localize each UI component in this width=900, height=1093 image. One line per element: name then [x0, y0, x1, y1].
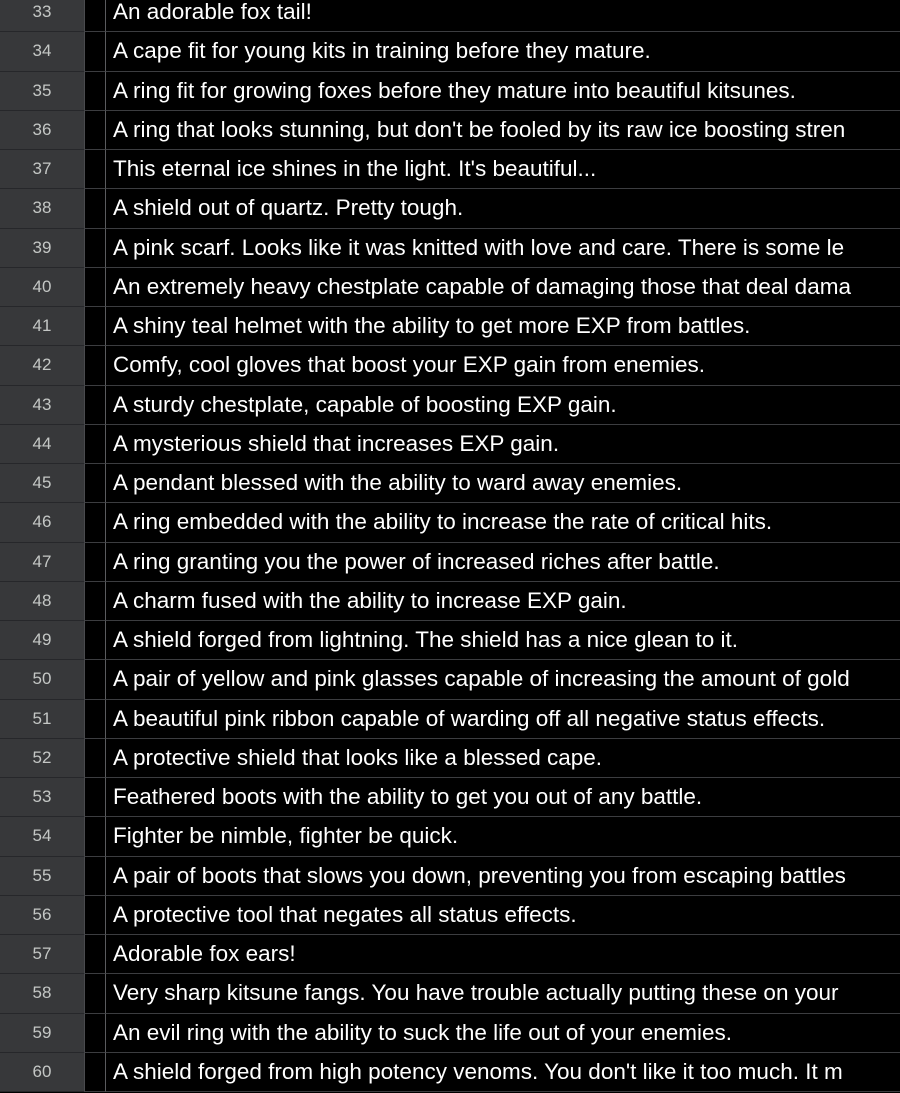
cell-column-a[interactable] — [84, 621, 106, 660]
cell-column-a[interactable] — [84, 346, 106, 385]
table-row — [0, 386, 900, 425]
cell-column-a[interactable] — [84, 660, 106, 699]
row-number-header[interactable]: 34 — [0, 32, 84, 71]
cell-column-a[interactable] — [84, 386, 106, 425]
table-row — [0, 464, 900, 503]
table-row — [0, 1014, 900, 1053]
row-number-header[interactable]: 47 — [0, 543, 84, 582]
cell-column-a[interactable] — [84, 32, 106, 71]
row-number-header[interactable]: 37 — [0, 150, 84, 189]
cell-column-a[interactable] — [84, 0, 106, 32]
cell-column-a[interactable] — [84, 543, 106, 582]
row-number-header[interactable]: 59 — [0, 1014, 84, 1053]
cell-description[interactable]: A cape fit for young kits in training before they mature. — [106, 32, 900, 71]
cell-column-a[interactable] — [84, 582, 106, 621]
row-number-header[interactable]: 48 — [0, 582, 84, 621]
cell-description[interactable]: A shiny teal helmet with the ability to get more EXP from battles. — [106, 307, 900, 346]
cell-description[interactable]: A ring that looks stunning, but don't be fooled by its raw ice boosting stren — [106, 111, 900, 150]
table-row — [0, 621, 900, 660]
row-number-header[interactable]: 57 — [0, 935, 84, 974]
table-row — [0, 700, 900, 739]
row-number-header[interactable]: 53 — [0, 778, 84, 817]
table-row — [0, 150, 900, 189]
table-row — [0, 189, 900, 228]
table-row — [0, 346, 900, 385]
cell-description[interactable]: Fighter be nimble, fighter be quick. — [106, 817, 900, 856]
cell-column-a[interactable] — [84, 229, 106, 268]
cell-column-a[interactable] — [84, 1053, 106, 1092]
row-number-header[interactable]: 36 — [0, 111, 84, 150]
row-number-header[interactable]: 58 — [0, 974, 84, 1013]
row-number-header[interactable]: 60 — [0, 1053, 84, 1092]
cell-column-a[interactable] — [84, 189, 106, 228]
cell-description[interactable]: A sturdy chestplate, capable of boosting EXP gain. — [106, 386, 900, 425]
cell-description[interactable]: Comfy, cool gloves that boost your EXP gain from enemies. — [106, 346, 900, 385]
cell-description[interactable]: Feathered boots with the ability to get you out of any battle. — [106, 778, 900, 817]
row-number-header[interactable]: 45 — [0, 464, 84, 503]
table-row — [0, 974, 900, 1013]
cell-description[interactable]: Very sharp kitsune fangs. You have trouble actually putting these on your — [106, 974, 900, 1013]
row-number-header[interactable]: 35 — [0, 72, 84, 111]
cell-description[interactable]: This eternal ice shines in the light. It's beautiful... — [106, 150, 900, 189]
table-row — [0, 425, 900, 464]
row-number-header[interactable]: 38 — [0, 189, 84, 228]
table-row — [0, 739, 900, 778]
table-row — [0, 229, 900, 268]
row-number-header[interactable]: 54 — [0, 817, 84, 856]
table-row — [0, 896, 900, 935]
table-row — [0, 582, 900, 621]
row-number-header[interactable]: 44 — [0, 425, 84, 464]
cell-column-a[interactable] — [84, 739, 106, 778]
cell-column-a[interactable] — [84, 111, 106, 150]
cell-description[interactable]: A charm fused with the ability to increase EXP gain. — [106, 582, 900, 621]
cell-description[interactable]: A ring fit for growing foxes before they mature into beautiful kitsunes. — [106, 72, 900, 111]
table-row — [0, 1053, 900, 1092]
cell-column-a[interactable] — [84, 268, 106, 307]
cell-description[interactable]: A shield out of quartz. Pretty tough. — [106, 189, 900, 228]
table-row — [0, 503, 900, 542]
cell-description[interactable]: A pendant blessed with the ability to ward away enemies. — [106, 464, 900, 503]
table-row — [0, 778, 900, 817]
cell-description[interactable]: Adorable fox ears! — [106, 935, 900, 974]
table-row — [0, 817, 900, 856]
cell-description[interactable]: An extremely heavy chestplate capable of damaging those that deal dama — [106, 268, 900, 307]
cell-description[interactable]: A shield forged from high potency venoms. You don't like it too much. It m — [106, 1053, 900, 1092]
cell-description[interactable]: A protective shield that looks like a blessed cape. — [106, 739, 900, 778]
cell-column-a[interactable] — [84, 425, 106, 464]
row-number-header[interactable]: 55 — [0, 857, 84, 896]
cell-description[interactable]: A shield forged from lightning. The shield has a nice glean to it. — [106, 621, 900, 660]
cell-column-a[interactable] — [84, 307, 106, 346]
row-number-header[interactable]: 41 — [0, 307, 84, 346]
cell-description[interactable]: A mysterious shield that increases EXP gain. — [106, 425, 900, 464]
row-number-header[interactable]: 39 — [0, 229, 84, 268]
cell-column-a[interactable] — [84, 1014, 106, 1053]
cell-column-a[interactable] — [84, 464, 106, 503]
cell-description[interactable]: An evil ring with the ability to suck the life out of your enemies. — [106, 1014, 900, 1053]
cell-column-a[interactable] — [84, 857, 106, 896]
row-number-header[interactable]: 43 — [0, 386, 84, 425]
table-row — [0, 111, 900, 150]
table-row — [0, 857, 900, 896]
row-number-header[interactable]: 51 — [0, 700, 84, 739]
cell-column-a[interactable] — [84, 503, 106, 542]
cell-column-a[interactable] — [84, 150, 106, 189]
cell-description[interactable]: A pair of boots that slows you down, preventing you from escaping battles — [106, 857, 900, 896]
table-row — [0, 935, 900, 974]
cell-description[interactable]: An adorable fox tail! — [106, 0, 900, 32]
row-number-header[interactable]: 52 — [0, 739, 84, 778]
table-row — [0, 72, 900, 111]
cell-description[interactable]: A protective tool that negates all status effects. — [106, 896, 900, 935]
cell-description[interactable]: A pair of yellow and pink glasses capable of increasing the amount of gold — [106, 660, 900, 699]
cell-column-a[interactable] — [84, 72, 106, 111]
table-row — [0, 32, 900, 71]
row-number-header[interactable]: 49 — [0, 621, 84, 660]
row-number-header[interactable]: 42 — [0, 346, 84, 385]
row-number-header[interactable]: 40 — [0, 268, 84, 307]
cell-description[interactable]: A pink scarf. Looks like it was knitted with love and care. There is some le — [106, 229, 900, 268]
row-number-header[interactable]: 56 — [0, 896, 84, 935]
cell-column-a[interactable] — [84, 935, 106, 974]
table-row — [0, 307, 900, 346]
cell-description[interactable]: A ring embedded with the ability to increase the rate of critical hits. — [106, 503, 900, 542]
table-row — [0, 0, 900, 32]
row-number-header[interactable]: 33 — [0, 0, 84, 32]
table-row — [0, 268, 900, 307]
cell-column-a[interactable] — [84, 778, 106, 817]
cell-description[interactable]: A ring granting you the power of increased riches after battle. — [106, 543, 900, 582]
cell-column-a[interactable] — [84, 817, 106, 856]
row-number-header[interactable]: 46 — [0, 503, 84, 542]
table-row — [0, 543, 900, 582]
cell-column-a[interactable] — [84, 896, 106, 935]
table-row — [0, 660, 900, 699]
row-number-header[interactable]: 50 — [0, 660, 84, 699]
cell-column-a[interactable] — [84, 974, 106, 1013]
cell-column-a[interactable] — [84, 700, 106, 739]
cell-description[interactable]: A beautiful pink ribbon capable of warding off all negative status effects. — [106, 700, 900, 739]
